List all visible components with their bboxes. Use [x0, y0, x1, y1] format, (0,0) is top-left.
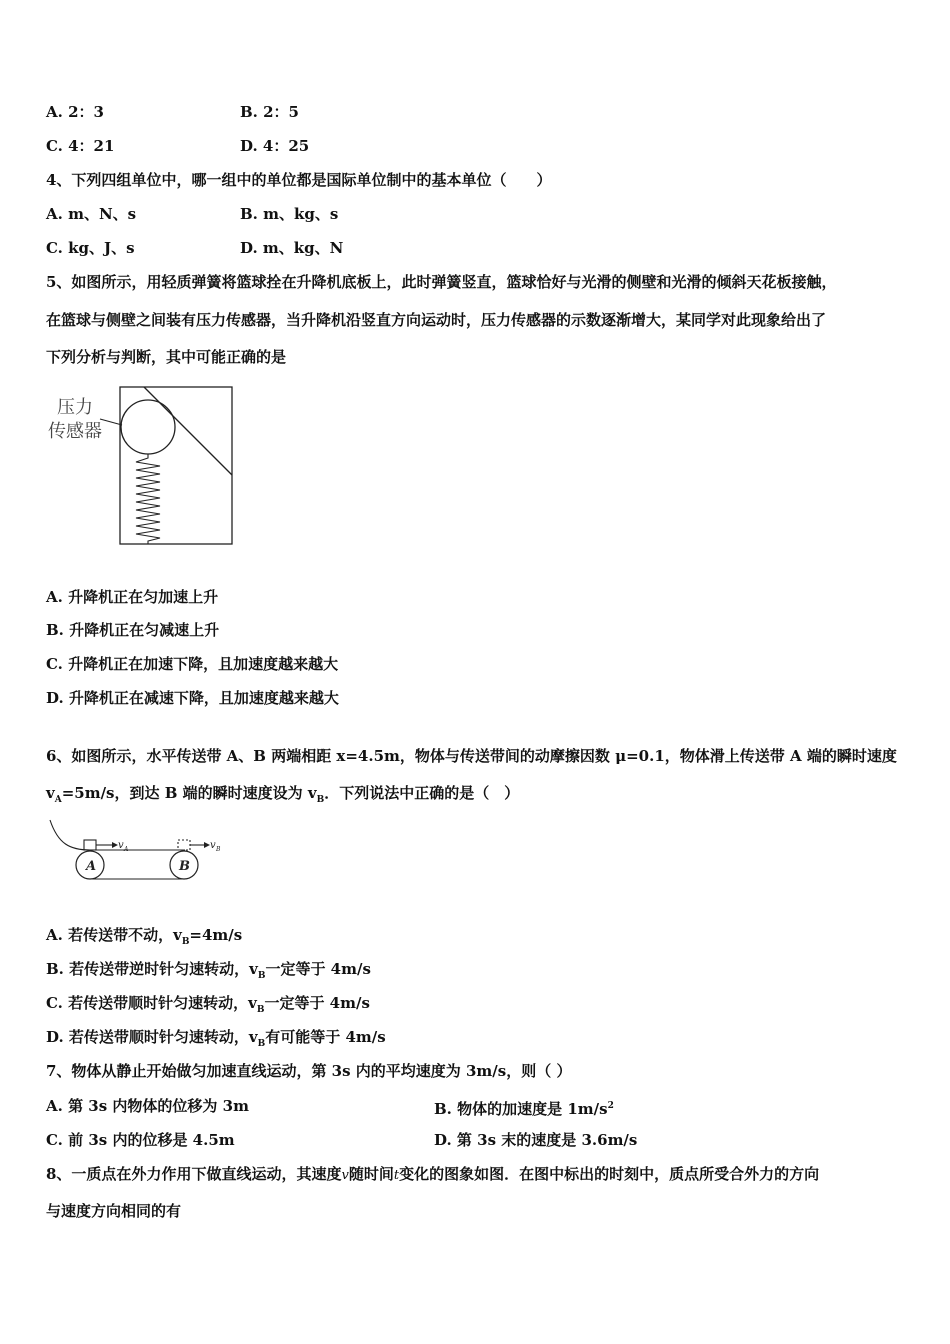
q6-conveyor-svg: [44, 818, 244, 888]
q7-option-c: C. 前 3s 内的位移是 4.5m: [46, 1131, 235, 1149]
q4-option-a: A. m、N、s: [46, 205, 137, 223]
q4-option-d: D. m、kg、N: [240, 239, 344, 257]
q6-conveyor-figure: [44, 818, 244, 888]
q3-option-c: C. 4：21: [46, 137, 115, 155]
q5-option-a: A. 升降机正在匀加速上升: [46, 588, 219, 606]
q6-stem-line1: 6、如图所示，水平传送带 A、B 两端相距 x=4.5m，物体与传送带间的动摩擦因数 μ=0.1，物体滑上传送带 A 端的瞬时速度: [46, 747, 897, 765]
q8-stem-part2: 随时间: [348, 1165, 394, 1183]
q6-option-a-sub: B: [181, 937, 190, 947]
q4-stem: 4、下列四组单位中，哪一组中的单位都是国际单位制中的基本单位（ ）: [46, 171, 552, 189]
q6-stem-line2-mid: =5m/s，到达 B 端的瞬时速度设为 v: [61, 784, 317, 802]
q7-option-b-sup: 2: [607, 1101, 614, 1111]
q6-sub-b: B: [316, 795, 325, 805]
q8-stem-part1: 8、一质点在外力作用下做直线运动，其速度: [46, 1165, 342, 1183]
q3-option-a: A. 2：3: [46, 103, 104, 121]
q6-option-a-pre: A. 若传送带不动，v: [46, 926, 182, 944]
q6-option-c-pre: C. 若传送带顺时针匀速转动，v: [46, 994, 257, 1012]
q6-option-d-post: 有可能等于 4m/s: [265, 1028, 386, 1046]
q8-var-t: t: [393, 1168, 400, 1183]
q6-fig-vb-sub: B: [216, 846, 221, 853]
q7-stem: 7、物体从静止开始做匀加速直线运动，第 3s 内的平均速度为 3m/s，则（ ）: [46, 1062, 572, 1080]
q6-fig-va-v: v: [118, 840, 124, 851]
q6-sub-a: A: [54, 795, 62, 805]
q4-option-b: B. m、kg、s: [240, 205, 339, 223]
q6-fig-va-sub: A: [124, 846, 129, 853]
q6-option-c-sub: B: [256, 1005, 265, 1015]
q8-var-v: v: [341, 1168, 349, 1183]
q3-option-b: B. 2：5: [240, 103, 299, 121]
q6-fig-vb-v: v: [210, 840, 216, 851]
q5-fig-label-sensor: 传感器: [48, 421, 102, 442]
q7-option-a: A. 第 3s 内物体的位移为 3m: [46, 1097, 249, 1115]
q7-option-b-text: B. 物体的加速度是 1m/s: [434, 1100, 608, 1118]
q6-stem-line2-end: ．下列说法中正确的是（ ）: [324, 784, 520, 802]
q6-option-a: [46, 925, 242, 952]
q5-stem-line2: 在篮球与侧壁之间装有压力传感器，当升降机沿竖直方向运动时，压力传感器的示数逐渐增大，某同学对此现象给出了: [46, 311, 827, 329]
q6-option-d-sub: B: [257, 1039, 266, 1049]
q8-stem-line2: 与速度方向相同的有: [46, 1202, 182, 1220]
q5-elevator-svg: [44, 385, 244, 550]
q6-option-c: [46, 993, 370, 1020]
q6-option-d: [46, 1027, 386, 1054]
q6-option-c-post: 一定等于 4m/s: [264, 994, 370, 1012]
q6-option-d-pre: D. 若传送带顺时针匀速转动，v: [46, 1028, 258, 1046]
q5-stem-line3: 下列分析与判断，其中可能正确的是: [46, 348, 287, 366]
q6-fig-pulley-b: B: [179, 859, 190, 874]
q7-option-d: D. 第 3s 末的速度是 3.6m/s: [434, 1131, 638, 1149]
q8-stem-part3: 变化的图象如图．在图中标出的时刻中，质点所受合外力的方向: [399, 1165, 820, 1183]
q6-var-v: v: [46, 784, 55, 802]
q6-option-a-post: =4m/s: [189, 926, 243, 944]
q6-option-b-sub: B: [257, 971, 266, 981]
q5-option-c: C. 升降机正在加速下降，且加速度越来越大: [46, 655, 339, 673]
q4-option-c: C. kg、J、s: [46, 239, 135, 257]
q5-fig-label-pressure: 压力: [57, 397, 93, 418]
q5-option-d: D. 升降机正在减速下降，且加速度越来越大: [46, 689, 339, 707]
q6-option-b-pre: B. 若传送带逆时针匀速转动，v: [46, 960, 258, 978]
q5-stem-line1: 5、如图所示，用轻质弹簧将篮球拴在升降机底板上，此时弹簧竖直，篮球恰好与光滑的侧壁和光滑的倾斜天花板接触，: [46, 273, 837, 291]
q6-fig-pulley-a: A: [86, 859, 97, 874]
q5-elevator-figure: [44, 385, 244, 550]
q6-option-b: [46, 959, 371, 986]
q8-stem-line1: [46, 1164, 819, 1186]
q7-option-b: [434, 1096, 614, 1119]
q5-option-b: B. 升降机正在匀减速上升: [46, 621, 220, 639]
q3-option-d: D. 4：25: [240, 137, 310, 155]
q6-option-b-post: 一定等于 4m/s: [265, 960, 371, 978]
q6-stem-line2: [46, 783, 519, 810]
